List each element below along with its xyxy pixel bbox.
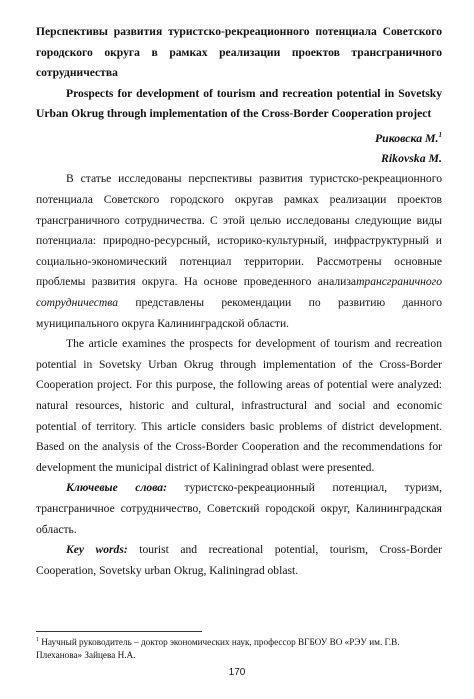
keywords-english-text: tourist and recreational potential, tourism, Cross-Border Cooperation, Sovetsky urban Okrug, Kaliningrad oblast.: [36, 543, 442, 577]
title-russian: Перспективы развития туристско-рекреационного потенциала Советского городского округа в рамках реализации проектов трансграничного сотрудничества: [36, 25, 442, 79]
author-footnote-mark: 1: [438, 130, 442, 139]
abstract-english: The article examines the prospects for development of tourism and recreation potential in Sovetsky Urban Okrug through implementation of the Cross-Border Cooperation project. For this purpose, the following areas of potential were analyzed: natural resources, historic and cultural, infrastructural and social and economic potential of territory. This article considers basic problems of district development. Based on the analysis of the Cross-Border Cooperation and the recommendations for development the municipal district of Kaliningrad oblast were presented.: [36, 337, 442, 474]
author-russian: [36, 125, 442, 149]
abstract-russian-text-1: В статье исследованы перспективы развития туристско-рекреационного потенциала Советского городского округав рамках реализации проектов трансграничного сотрудничества. С этой целью исследованы следующие виды потенциала: природно-ресурсный, историко-культурный, инфраструктурный и социально-экономический потенциал территории. Рассмотрены основные проблемы развития округа. На основе проведенного анализа: [36, 172, 442, 289]
author-russian-name: Риковска М.: [374, 130, 439, 145]
footnote: [36, 634, 442, 662]
title-english: Prospects for development of tourism and recreation potential in Sovetsky Urban Okrug through implementation of the Cross-Border Cooperation project: [36, 86, 442, 120]
footnote-text: Научный руководитель – доктор экономических наук, профессор ВГБОУ ВО «РЭУ им. Г.В. Плеханова» Зайцева Н.А.: [36, 637, 400, 660]
page-number: 170: [228, 667, 246, 678]
article-body: [36, 22, 442, 581]
keywords-english: [36, 540, 442, 581]
footnote-mark: 1: [36, 637, 39, 643]
footnote-divider: [36, 631, 202, 632]
keywords-russian: [36, 478, 442, 540]
keywords-russian-text: туристско-рекреационный потенциал, туризм, трансграничное сотрудничество, Советский городской округ, Калининградская область.: [36, 481, 442, 536]
keywords-english-label: Key words:: [66, 543, 128, 557]
abstract-russian-italic: трансграничного сотрудничества: [36, 275, 442, 309]
abstract-russian-text-2: представлены рекомендации по развитию данного муниципального округа Калининградской области.: [36, 295, 442, 330]
keywords-russian-label: Ключевые слова:: [66, 481, 167, 495]
author-english: Rikovska M.: [381, 151, 442, 166]
abstract-russian: [36, 169, 442, 334]
